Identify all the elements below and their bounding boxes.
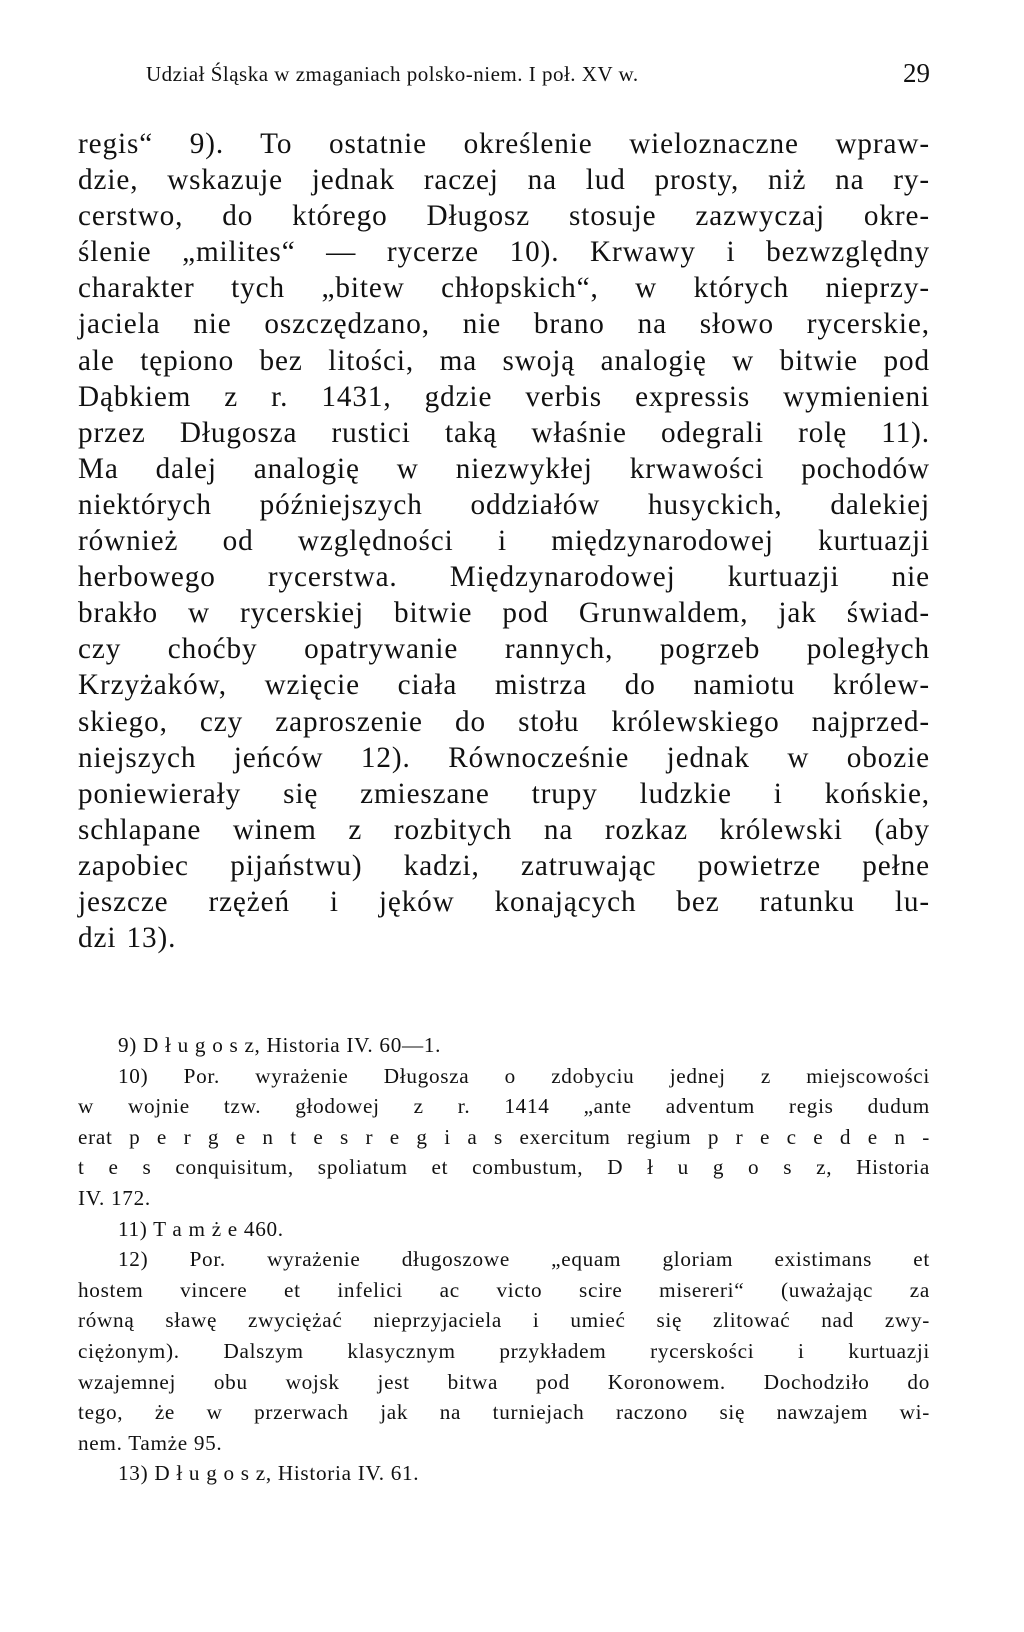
text-line: brakło w rycerskiej bitwie pod Grunwaldem, jak świad-	[78, 597, 930, 630]
text-line: czy choćby opatrywanie rannych, pogrzeb poległych	[78, 633, 930, 666]
text-line: Ma dalej analogię w niezwykłej krwawości pochodów	[78, 452, 930, 485]
footnote-line: 10) Por. wyrażenie Długosza o zdobyciu jednej z miejscowości	[118, 1063, 930, 1088]
text-line: charakter tych „bitew chłopskich“, w których nieprzy-	[78, 272, 930, 305]
footnote-line: t e s conquisitum, spoliatum et combustum, D ł u g o s z, Historia	[78, 1155, 930, 1180]
text-line: cerstwo, do którego Długosz stosuje zazwyczaj okre-	[78, 200, 930, 233]
page-number: 29	[903, 58, 930, 88]
page-header	[100, 58, 930, 98]
footnote-line: 12) Por. wyrażenie długoszowe „equam gloriam existimans et	[118, 1247, 930, 1272]
footnote-line: erat p e r g e n t e s r e g i a s exercitum regium p r e c e d e n -	[78, 1124, 930, 1149]
text-line: jeszcze rzężeń i jęków konających bez ratunku lu-	[78, 885, 930, 918]
footnote-line: w wojnie tzw. głodowej z r. 1414 „ante adventum regis dudum	[78, 1094, 930, 1119]
text-line: również od względności i międzynarodowej kurtuazji	[78, 525, 930, 558]
footnote-line: 13) D ł u g o s z, Historia IV. 61.	[118, 1461, 420, 1486]
text-line: ale tępiono bez litości, ma swoją analogię w bitwie pod	[78, 344, 930, 377]
text-line: poniewierały się zmieszane trupy ludzkie i końskie,	[78, 777, 930, 810]
footnote-line: wzajemnej obu wojsk jest bitwa pod Koronowem. Dochodziło do	[78, 1369, 930, 1394]
text-line: dzie, wskazuje jednak raczej na lud prosty, niż na ry-	[78, 164, 930, 197]
text-line: skiego, czy zaproszenie do stołu królewskiego najprzed-	[78, 705, 930, 738]
footnotes-block	[78, 1030, 930, 1489]
text-line: niejszych jeńców 12). Równocześnie jednak w obozie	[78, 741, 930, 774]
text-line: zapobiec pijaństwu) kadzi, zatruwając powietrze pełne	[78, 849, 930, 882]
footnote-line: ciężonym). Dalszym klasycznym przykładem rycerskości i kurtuazji	[78, 1338, 930, 1363]
text-line: herbowego rycerstwa. Międzynarodowej kurtuazji nie	[78, 561, 930, 594]
footnote-line: 9) D ł u g o s z, Historia IV. 60—1.	[118, 1033, 442, 1057]
text-line: schlapane winem z rozbitych na rozkaz królewski (aby	[78, 813, 930, 846]
text-line: niektórych późniejszych oddziałów husyckich, dalekiej	[78, 488, 930, 521]
text-line: regis“ 9). To ostatnie określenie wieloznaczne wpraw-	[78, 128, 930, 160]
footnote-line: nem. Tamże 95.	[78, 1430, 223, 1455]
text-line: jaciela nie oszczędzano, nie brano na słowo rycerskie,	[78, 308, 930, 341]
footnote-line: hostem vincere et infelici ac victo scire misereri“ (uważając za	[78, 1277, 930, 1302]
footnote-line: tego, że w przerwach jak na turniejach raczono się nawzajem wi-	[78, 1400, 930, 1425]
text-line: przez Długosza rustici taką właśnie odegrali rolę 11).	[78, 416, 930, 449]
main-text-block	[78, 126, 930, 956]
footnote-line: równą sławę zwyciężać nieprzyjaciela i umieć się zlitować nad zwy-	[78, 1308, 930, 1333]
running-title: Udział Śląska w zmaganiach polsko-niem. I poł. XV w.	[146, 62, 639, 86]
text-line: Dąbkiem z r. 1431, gdzie verbis expressis wymienieni	[78, 380, 930, 413]
text-line: ślenie „milites“ — rycerze 10). Krwawy i bezwzględny	[78, 236, 930, 269]
text-line: Krzyżaków, wzięcie ciała mistrza do namiotu królew-	[78, 669, 930, 702]
footnote-line: 11) T a m ż e 460.	[118, 1216, 284, 1241]
text-line: dzi 13).	[78, 922, 177, 955]
footnote-line: IV. 172.	[78, 1185, 151, 1210]
